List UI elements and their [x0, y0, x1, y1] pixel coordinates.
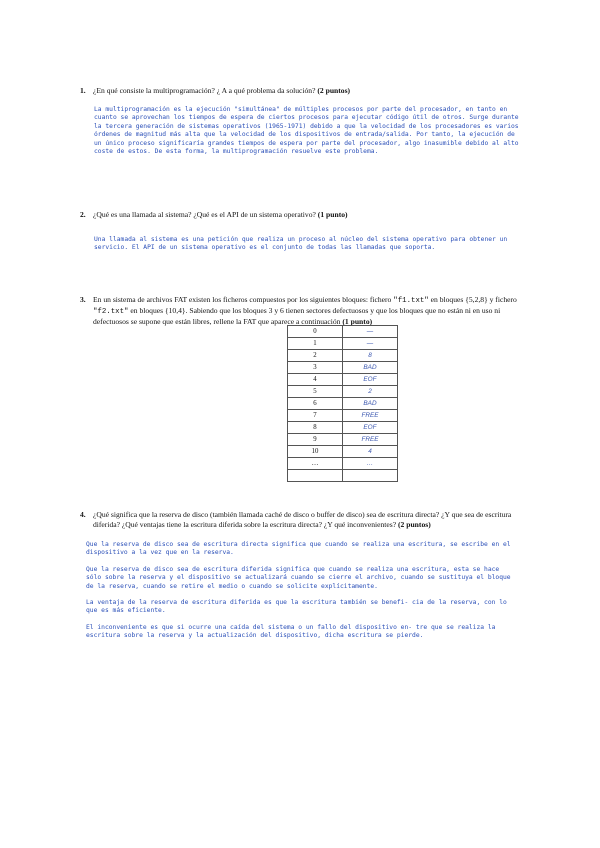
fat-row: [288, 398, 398, 410]
question-points: (2 puntos): [398, 520, 431, 529]
fat-row: [288, 350, 398, 362]
fat-value: 4: [343, 446, 398, 458]
question-points: (2 puntos): [317, 86, 351, 95]
fat-table: [287, 325, 398, 482]
fat-index: 2: [288, 350, 343, 362]
fat-row: [288, 446, 398, 458]
question-4-prompt: ¿Qué significa que la reserva de disco (también llamada caché de disco o buffer de disco) sea de escritura directa? ¿Y que sea de escritura diferida? ¿Qué ventajas tiene la escritura diferida sobre la escritura directa? ¿Y qué inconvenientes?: [93, 510, 512, 529]
fat-index: 6: [288, 398, 343, 410]
fat-index: 3: [288, 362, 343, 374]
question-3-text-c: en bloques {10,4}. Sabiendo que los bloques 3 y 6 tienen sectores defectuosos y que los bloques que no están ni en uso ni defectuosos se supone que están libres, rellene la FAT que aparece a continuación: [93, 306, 501, 326]
answer-4: [86, 541, 516, 649]
fat-row: [288, 422, 398, 434]
fat-value: EOF: [343, 374, 398, 386]
question-text: [93, 510, 520, 530]
fat-row: [288, 326, 398, 338]
question-3: [80, 295, 520, 327]
question-points: (1 punto): [342, 317, 373, 326]
question-3-text-b: en bloques {5,2,8} y fichero: [428, 295, 517, 304]
fat-row: [288, 470, 398, 482]
question-1: [80, 86, 520, 96]
fat-index: 1: [288, 338, 343, 350]
question-points: (1 punto): [317, 210, 348, 219]
fat-value: 8: [343, 350, 398, 362]
fat-index: 7: [288, 410, 343, 422]
answer-4-paragraph: Que la reserva de disco sea de escritura diferida significa que cuando se realiza una escritura, esta se hace sólo sobre la reserva y el dispositivo se actualizará cuando se cierre el archivo, cuando se sustituya el bloque de la reserva, cuando se retire el medio o cuando se solicite explícitamente.: [86, 565, 511, 590]
fat-row: [288, 374, 398, 386]
fat-row: [288, 338, 398, 350]
fat-index: 4: [288, 374, 343, 386]
fat-value: …: [343, 458, 398, 470]
answer-4-paragraph: La ventaja de la reserva de escritura diferida es que la escritura también se benefi- cia de la reserva, con lo que es más eficiente.: [86, 599, 507, 615]
question-4: [80, 510, 520, 530]
question-text: [93, 295, 520, 327]
question-number: 4.: [80, 510, 86, 519]
answer-4-paragraph: El inconveniente es que si ocurre una caída del sistema o un fallo del dispositivo en- tre que se realiza la escritura sobre la reserva y la actualización del dispositivo, dicha escritura se pierde.: [86, 623, 496, 640]
fat-value: BAD: [343, 362, 398, 374]
fat-index: 9: [288, 434, 343, 446]
fat-row: [288, 410, 398, 422]
question-1-prompt: ¿En qué consiste la multiprogramación? ¿ A a qué problema da solución?: [93, 86, 316, 95]
fat-row: [288, 434, 398, 446]
answer-4-paragraph: Que la reserva de disco sea de escritura directa significa que cuando se realiza una escritura, se escribe en el dispositivo a la vez que en la reserva.: [86, 541, 511, 557]
fat-value: BAD: [343, 398, 398, 410]
fat-value: EOF: [343, 422, 398, 434]
fat-index: [288, 470, 343, 482]
answer-1: La multiprogramación es la ejecución "simultánea" de múltiples procesos por parte del procesador, en tanto en cuanto se aprovechan los tiempos de espera de ciertos procesos para ejecutar código útil de otros. Surge durante la tercera generación de sistemas operativos (1965-1971) debido a que la velocidad de los procesadores es varios órdenes de magnitud más alta que la velocidad de los dispositivos de entrada/salida. Por tanto, la ejecución de un único proceso significaría grandes tiempos de espera por parte del procesador, algo inasumible debido al alto coste de estos. De esta forma, la multiprogramación resuelve este problema.: [94, 106, 519, 156]
fat-value: 2: [343, 386, 398, 398]
question-number: 3.: [80, 295, 86, 304]
fat-index: …: [288, 458, 343, 470]
fat-row: [288, 458, 398, 470]
fat-row: [288, 362, 398, 374]
fat-value: —: [343, 326, 398, 338]
fat-index: 8: [288, 422, 343, 434]
question-3-text-a: En un sistema de archivos FAT existen los ficheros compuestos por los siguientes bloques: fichero: [93, 295, 394, 304]
fat-index: 0: [288, 326, 343, 338]
fat-value: FREE: [343, 434, 398, 446]
question-2-prompt: ¿Qué es una llamada al sistema? ¿Qué es el API de un sistema operativo?: [93, 210, 316, 219]
question-text: [93, 86, 520, 96]
question-number: 2.: [80, 210, 86, 219]
fat-index: 5: [288, 386, 343, 398]
fat-row: [288, 386, 398, 398]
fat-value: [343, 470, 398, 482]
fat-index: 10: [288, 446, 343, 458]
fat-value: FREE: [343, 410, 398, 422]
question-text: [93, 210, 520, 220]
fat-value: —: [343, 338, 398, 350]
file2-name: "f2.txt": [93, 308, 129, 316]
question-number: 1.: [80, 86, 86, 95]
answer-2: Una llamada al sistema es una petición que realiza un proceso al núcleo del sistema operativo para obtener un servicio. El API de un sistema operativo es el conjunto de todas las llamadas que soporta.: [94, 236, 508, 252]
question-2: [80, 210, 520, 220]
file1-name: "f1.txt": [393, 297, 429, 305]
